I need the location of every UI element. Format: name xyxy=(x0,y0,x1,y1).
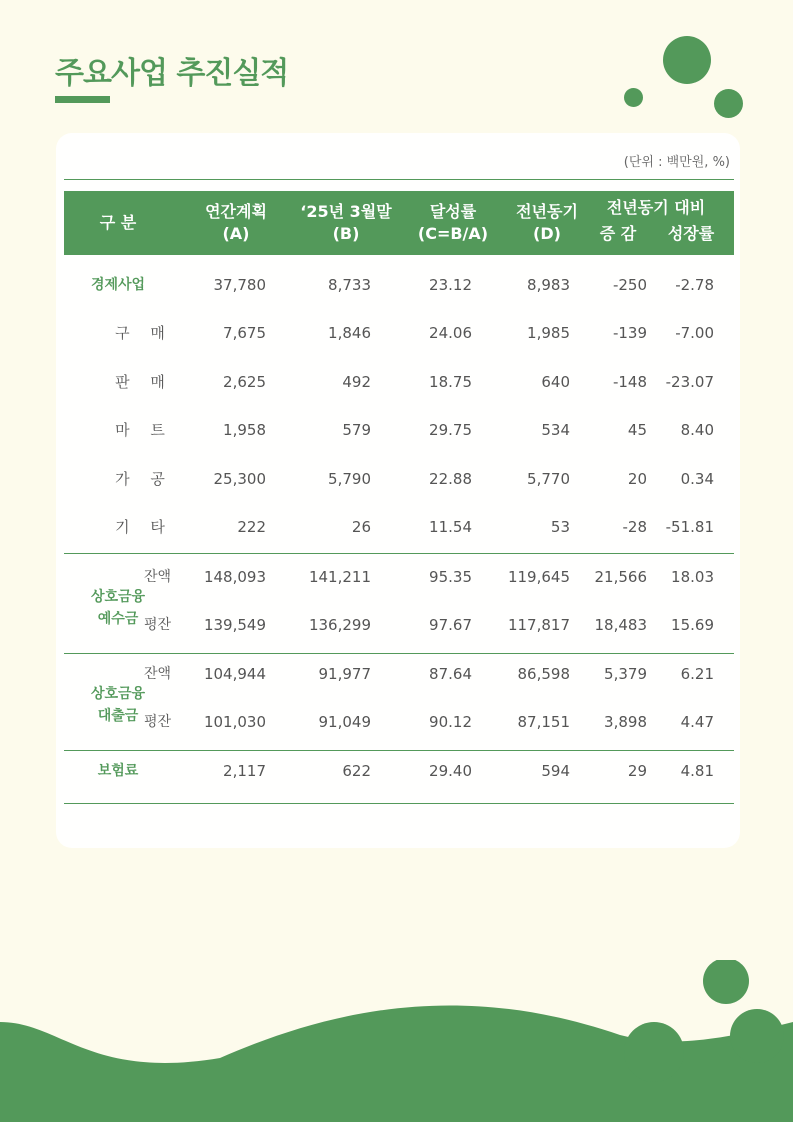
row-label: 마 트 xyxy=(115,421,173,439)
table-bottom-rule xyxy=(64,803,734,804)
header-prev-year-code: (D) xyxy=(533,224,561,243)
header-yoy-comparison: 전년동기 대비 xyxy=(606,198,706,217)
table-top-rule xyxy=(64,179,734,180)
cell-actual: 136,299 xyxy=(308,616,371,634)
table-row xyxy=(64,747,734,795)
row-label: 구 매 xyxy=(115,324,173,342)
cell-rate: 90.12 xyxy=(429,713,472,731)
cell-growth: 0.34 xyxy=(680,470,714,488)
row-label: 잔액 xyxy=(144,569,172,585)
cell-change: 3,898 xyxy=(604,713,647,731)
row-label: 평잔 xyxy=(144,714,172,730)
cell-growth: 4.47 xyxy=(680,713,714,731)
cell-prev: 1,985 xyxy=(527,324,570,342)
cell-rate: 11.54 xyxy=(429,518,472,536)
cell-plan: 25,300 xyxy=(213,470,266,488)
cell-change: 18,483 xyxy=(594,616,647,634)
cell-actual: 26 xyxy=(351,518,371,536)
table-header xyxy=(64,191,734,255)
header-growth: 성장률 xyxy=(667,224,715,243)
cell-change: 45 xyxy=(627,421,647,439)
cell-growth: 18.03 xyxy=(671,568,714,586)
cell-prev: 594 xyxy=(541,762,570,780)
table-row xyxy=(64,503,734,551)
cell-prev: 119,645 xyxy=(507,568,570,586)
cell-change: 29 xyxy=(627,762,647,780)
header-achievement xyxy=(406,201,500,245)
decor-circle-small xyxy=(624,88,643,107)
cell-prev: 87,151 xyxy=(517,713,570,731)
cell-growth: -51.81 xyxy=(665,518,714,536)
cell-growth: 4.81 xyxy=(680,762,714,780)
cell-growth: 15.69 xyxy=(671,616,714,634)
header-march-code: (B) xyxy=(332,224,360,243)
cell-plan: 7,675 xyxy=(223,324,266,342)
cell-actual: 8,733 xyxy=(328,276,371,294)
cell-rate: 24.06 xyxy=(429,324,472,342)
cell-actual: 91,977 xyxy=(318,665,371,683)
table-row xyxy=(64,406,734,454)
group-label-line2: 예수금 xyxy=(97,611,139,627)
decor-circle-medium xyxy=(714,89,743,118)
cell-actual: 141,211 xyxy=(308,568,371,586)
cell-prev: 117,817 xyxy=(507,616,570,634)
group-label-line2: 대출금 xyxy=(97,708,139,724)
decor-circle-wave xyxy=(703,960,749,1004)
cell-prev: 8,983 xyxy=(527,276,570,294)
row-label: 판 매 xyxy=(115,373,173,391)
row-label: 평잔 xyxy=(144,617,172,633)
cell-plan: 148,093 xyxy=(203,568,266,586)
cell-actual: 622 xyxy=(342,762,371,780)
header-prev-year-label: 전년동기 xyxy=(516,202,578,221)
cell-prev: 5,770 xyxy=(527,470,570,488)
cell-growth: -23.07 xyxy=(665,373,714,391)
cell-prev: 640 xyxy=(541,373,570,391)
table-row xyxy=(64,358,734,406)
table-row xyxy=(64,455,734,503)
header-march xyxy=(286,201,406,245)
cell-growth: -7.00 xyxy=(675,324,714,342)
table-card xyxy=(56,133,740,848)
cell-plan: 1,958 xyxy=(223,421,266,439)
table-row xyxy=(64,698,734,746)
cell-actual: 91,049 xyxy=(318,713,371,731)
cell-rate: 97.67 xyxy=(429,616,472,634)
header-march-label: ‘25년 3월말 xyxy=(300,202,392,221)
cell-rate: 95.35 xyxy=(429,568,472,586)
group-label-line1: 상호금융 xyxy=(90,589,146,605)
row-label: 보험료 xyxy=(97,763,139,779)
table-row xyxy=(64,309,734,357)
cell-change: 20 xyxy=(627,470,647,488)
unit-note: (단위 : 백만원, %) xyxy=(623,155,730,170)
cell-rate: 22.88 xyxy=(429,470,472,488)
cell-change: -250 xyxy=(612,276,647,294)
cell-actual: 5,790 xyxy=(328,470,371,488)
group-label-line1: 상호금융 xyxy=(90,686,146,702)
decor-wave xyxy=(0,960,793,1122)
cell-rate: 23.12 xyxy=(429,276,472,294)
cell-rate: 87.64 xyxy=(429,665,472,683)
row-label: 가 공 xyxy=(115,470,173,488)
page-title: 주요사업 추진실적 xyxy=(55,56,289,91)
header-annual-plan-code: (A) xyxy=(222,224,250,243)
table-row xyxy=(64,261,734,309)
cell-prev: 86,598 xyxy=(517,665,570,683)
cell-plan: 139,549 xyxy=(203,616,266,634)
header-annual-plan xyxy=(186,201,286,245)
cell-plan: 2,117 xyxy=(223,762,266,780)
row-label: 경제사업 xyxy=(90,277,146,293)
cell-change: -28 xyxy=(622,518,647,536)
cell-rate: 29.75 xyxy=(429,421,472,439)
header-annual-plan-label: 연간계획 xyxy=(205,202,267,221)
row-label: 기 타 xyxy=(115,518,173,536)
cell-change: -148 xyxy=(612,373,647,391)
cell-plan: 2,625 xyxy=(223,373,266,391)
cell-plan: 101,030 xyxy=(203,713,266,731)
header-prev-year xyxy=(500,201,594,245)
table-row xyxy=(64,553,734,601)
table-row xyxy=(64,601,734,649)
cell-change: 21,566 xyxy=(594,568,647,586)
header-achievement-label: 달성률 xyxy=(429,202,477,221)
title-underline xyxy=(55,96,110,103)
row-label: 잔액 xyxy=(144,666,172,682)
cell-growth: 6.21 xyxy=(680,665,714,683)
cell-rate: 18.75 xyxy=(429,373,472,391)
table-row xyxy=(64,650,734,698)
cell-actual: 1,846 xyxy=(328,324,371,342)
cell-change: -139 xyxy=(612,324,647,342)
header-achievement-code: (C=B/A) xyxy=(417,224,489,243)
cell-plan: 104,944 xyxy=(203,665,266,683)
cell-rate: 29.40 xyxy=(429,762,472,780)
cell-change: 5,379 xyxy=(604,665,647,683)
cell-plan: 222 xyxy=(237,518,266,536)
cell-growth: 8.40 xyxy=(680,421,714,439)
decor-circle-large xyxy=(663,36,711,84)
cell-actual: 579 xyxy=(342,421,371,439)
cell-actual: 492 xyxy=(342,373,371,391)
cell-prev: 534 xyxy=(541,421,570,439)
cell-plan: 37,780 xyxy=(213,276,266,294)
cell-prev: 53 xyxy=(550,518,570,536)
cell-growth: -2.78 xyxy=(675,276,714,294)
header-change: 증 감 xyxy=(599,224,637,243)
header-category: 구 분 xyxy=(99,213,137,232)
